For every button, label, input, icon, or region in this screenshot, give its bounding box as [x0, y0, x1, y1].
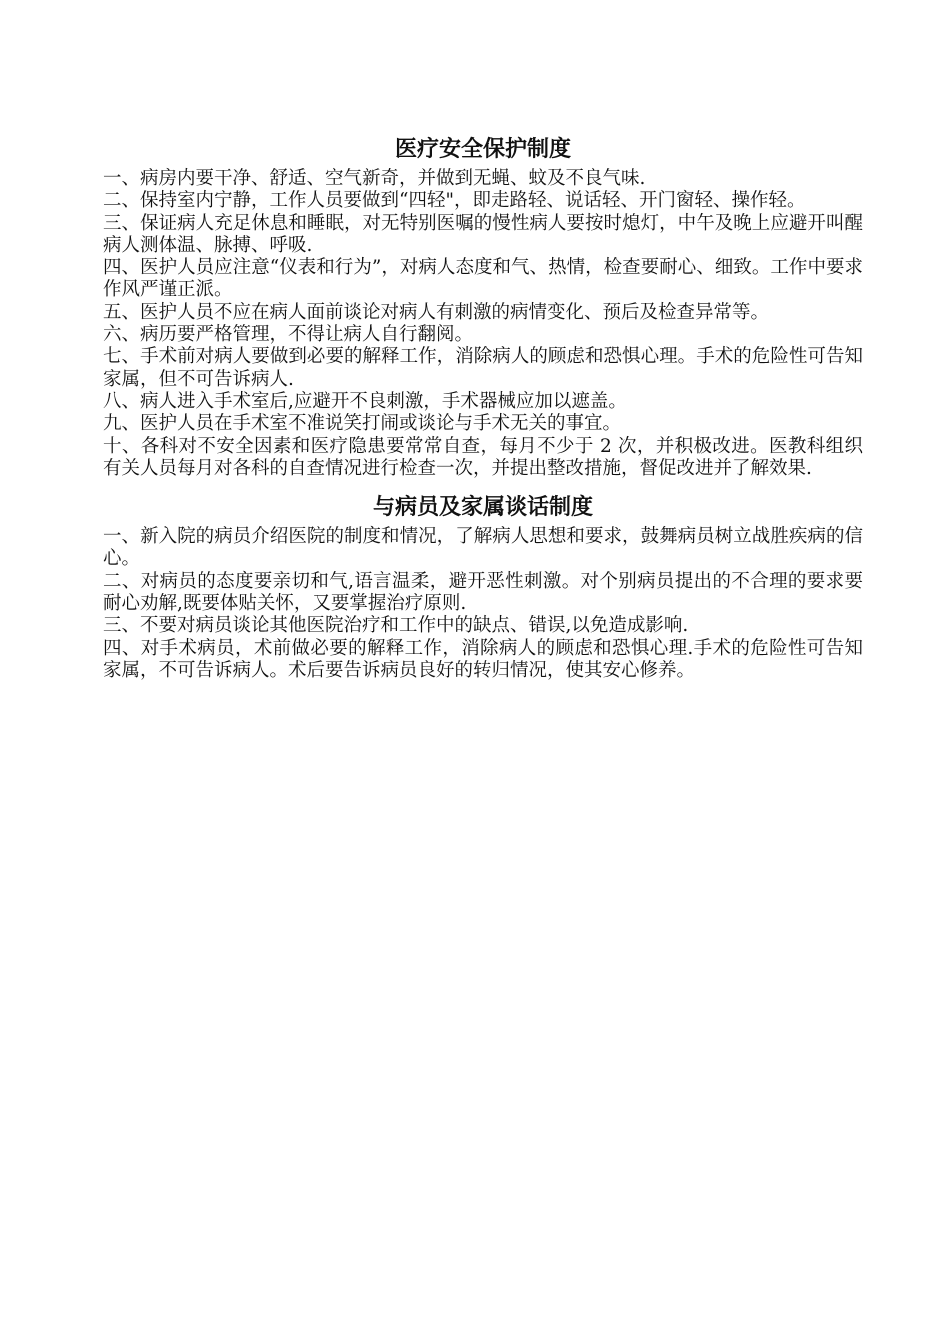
- safety-rule-4: 四、医护人员应注意“仪表和行为”，对病人态度和气、热情，检查要耐心、细致。工作中要求作风严谨正派。: [103, 257, 863, 301]
- document-page: [103, 132, 863, 682]
- conversation-rule-1: 一、新入院的病员介绍医院的制度和情况，了解病人思想和要求，鼓舞病员树立战胜疾病的信心。: [103, 526, 863, 570]
- conversation-rule-4: 四、对手术病员，术前做必要的解释工作，消除病人的顾虑和恐惧心理.手术的危险性可告知家属，不可告诉病人。术后要告诉病员良好的转归情况，使其安心修养。: [103, 637, 863, 681]
- safety-rules-list: [103, 168, 863, 480]
- safety-rule-8: 八、病人进入手术室后,应避开不良刺激，手术器械应加以遮盖。: [103, 390, 627, 412]
- safety-rule-9: 九、医护人员在手术室不准说笑打闹或谈论与手术无关的事宜。: [103, 413, 622, 435]
- safety-rule-2: 二、保持室内宁静，工作人员要做到“四轻"，即走路轻、说话轻、开门窗轻、操作轻。: [103, 190, 806, 212]
- section-title-safety: 医疗安全保护制度: [394, 137, 571, 162]
- safety-rule-3: 三、保证病人充足休息和睡眠，对无特别医嘱的慢性病人要按时熄灯，中午及晚上应避开叫醒病人测体温、脉搏、呼吸.: [103, 212, 863, 256]
- safety-rule-7: 七、手术前对病人要做到必要的解释工作，消除病人的顾虑和恐惧心理。手术的危险性可告知家属，但不可告诉病人.: [103, 346, 863, 390]
- safety-rule-1: 一、病房内要干净、舒适、空气新奇，并做到无蝇、蚊及不良气味.: [103, 168, 646, 189]
- section-title-conversation: 与病员及家属谈话制度: [372, 495, 593, 521]
- safety-rule-5: 五、医护人员不应在病人面前谈论对病人有刺激的病情变化、预后及检查异常等。: [103, 301, 770, 323]
- conversation-rule-2: 二、对病员的态度要亲切和气,语言温柔，避开恶性刺激。对个别病员提出的不合理的要求要耐心劝解,既要体贴关怀，又要掌握治疗原则.: [103, 570, 863, 615]
- safety-rule-10: 十、各科对不安全因素和医疗隐患要常常自查，每月不少于 2 次，并积极改进。医教科组织有关人员每月对各科的自查情况进行检查一次，并提出整改措施，督促改进并了解效果.: [103, 435, 863, 479]
- conversation-rule-3: 三、不要对病员谈论其他医院治疗和工作中的缺点、错误,以免造成影响.: [103, 615, 689, 637]
- conversation-rules-list: [103, 526, 863, 682]
- safety-rule-6: 六、病历要严格管理，不得让病人自行翻阅。: [103, 324, 474, 346]
